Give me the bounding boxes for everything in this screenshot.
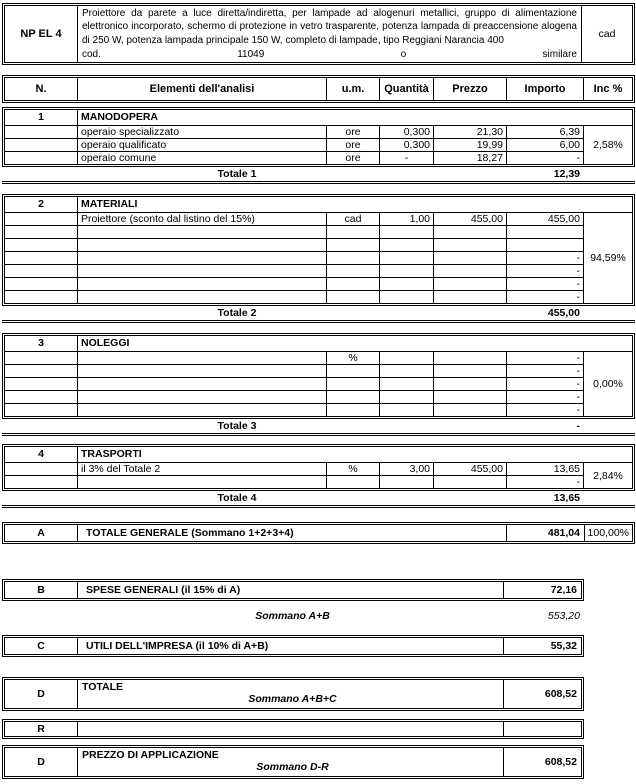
cell-prezzo [434,264,507,277]
row-utili-impresa [2,635,584,657]
cell-um: % [327,462,380,475]
total-value: 12,39 [553,168,580,180]
cell-importo: - [507,475,584,488]
code-conjunction: o [400,49,407,60]
row-sommano-ab [2,609,635,623]
cell-desc: operaio comune [78,151,327,164]
total-label: Totale 3 [217,420,257,432]
cell-qta [380,390,434,403]
item-code: NP EL 4 [5,6,78,62]
row-label-cell [78,748,504,776]
code-label: cod. [82,49,101,60]
total-label: Totale 4 [217,492,257,504]
row-label: UTILI DELL'IMPRESA (il 10% di A+B) [78,638,504,654]
cell-um [327,403,380,416]
row-label: SPESE GENERALI (il 15% di A) [78,582,504,598]
cell-qta: - [380,151,434,164]
cell-prezzo [434,364,507,377]
row-label: TOTALE GENERALE (Sommano 1+2+3+4) [78,525,507,541]
cell-prezzo [434,238,507,251]
section-title: MATERIALI [81,198,138,210]
cell-qta [380,225,434,238]
cell-qta: 0,300 [380,138,434,151]
cell-um: ore [327,151,380,164]
cell-qta: 1,00 [380,212,434,225]
section-inc-percent: 94,59% [584,212,632,303]
section-inc-percent: 2,84% [584,462,632,488]
col-n: N. [5,78,78,100]
col-amount: Importo [507,78,584,100]
total-value: 455,00 [547,307,580,319]
cell-desc [78,264,327,277]
cell-n [5,238,78,251]
row-ribasso [2,719,584,739]
row-totale [2,677,584,711]
cell-um: ore [327,125,380,138]
cell-importo: 6,00 [507,138,584,151]
section-trasporti [2,444,635,491]
cell-n [5,475,78,488]
cell-desc [78,403,327,416]
section-number: 2 [5,197,78,212]
sommano-label: Sommano A+B [255,610,330,622]
cell-desc [78,351,327,364]
cell-prezzo [434,351,507,364]
cell-qta [380,238,434,251]
cell-desc [78,251,327,264]
row-value: 608,52 [544,688,577,700]
cell-qta: 0,300 [380,125,434,138]
row-letter: R [5,722,78,736]
cell-importo [507,225,584,238]
cell-desc: operaio qualificato [78,138,327,151]
cell-importo [507,238,584,251]
spacer [584,306,635,320]
total-value: 13,65 [553,492,580,504]
row-label-cell [78,680,504,708]
cell-n [5,277,78,290]
cell-um [327,264,380,277]
cell-prezzo [434,403,507,416]
cell-prezzo: 455,00 [434,212,507,225]
total-label: Totale 2 [217,307,257,319]
total-row-3 [2,419,635,436]
section-number: 1 [5,110,78,125]
row-sublabel: Sommano D-R [256,761,329,773]
section-number: 3 [5,336,78,351]
cell-desc: il 3% del Totale 2 [78,462,327,475]
cell-importo: 455,00 [507,212,584,225]
cell-n [5,462,78,475]
row-letter: D [5,748,78,776]
item-description: Proiettore da parete a luce diretta/indiretta, per lampade ad alogenuri metallici, gruppo di alimentazione elettronico incorporato, schermo di protezione in vetro trasparente, potenza lampada di preaccensione alogena di 250 W, potenza lampada principale 150 W, completo di lampade, tipo Reggiani Narancia 400 [82,8,577,46]
col-elements: Elementi dell'analisi [78,78,327,100]
cell-um [327,390,380,403]
spacer [584,167,635,181]
section-noleggi [2,333,635,419]
cell-um [327,277,380,290]
cell-prezzo [434,377,507,390]
cell-importo: - [507,390,584,403]
cell-qta [380,377,434,390]
cell-n [5,390,78,403]
cell-importo: 6,39 [507,125,584,138]
spacer [584,609,635,623]
row-label [78,722,504,736]
cell-um [327,364,380,377]
cell-prezzo [434,390,507,403]
cell-desc [78,277,327,290]
item-description-cell [78,6,582,62]
cell-importo: - [507,351,584,364]
section-title: TRASPORTI [81,448,142,460]
row-sublabel: Sommano A+B+C [248,693,337,705]
cell-qta [380,251,434,264]
row-letter: B [5,582,78,598]
cell-n [5,377,78,390]
cell-qta [380,364,434,377]
col-price: Prezzo [434,78,507,100]
row-totale-generale [2,522,635,544]
total-row-4 [2,491,635,508]
cell-n [5,364,78,377]
row-spese-generali [2,579,584,601]
item-unit: cad [598,28,616,40]
cell-desc [78,364,327,377]
cell-um [327,290,380,303]
section-title: NOLEGGI [81,337,130,349]
row-letter: C [5,638,78,654]
cell-desc [78,390,327,403]
cell-prezzo: 21,30 [434,125,507,138]
row-label: TOTALE [82,681,124,693]
cell-desc: operaio specializzato [78,125,327,138]
spacer [584,419,635,433]
cell-n [5,251,78,264]
cell-n [5,290,78,303]
col-um: u.m. [327,78,380,100]
cell-importo: - [507,290,584,303]
cell-n [5,151,78,164]
code-number: 11049 [237,49,265,60]
row-value: 608,52 [544,756,577,768]
cell-um [327,225,380,238]
cell-n [5,138,78,151]
row-value [504,722,581,736]
cell-importo: - [507,364,584,377]
row-prezzo-applicazione [2,745,584,779]
cell-prezzo [434,251,507,264]
col-quantity: Quantità [380,78,434,100]
row-letter: D [5,680,78,708]
cell-qta [380,475,434,488]
cell-n [5,225,78,238]
col-inc: Inc % [593,83,623,95]
cell-desc: Proiettore (sconto dal listino del 15%) [78,212,327,225]
cell-n [5,403,78,416]
cell-desc [78,238,327,251]
row-value: 72,16 [550,584,577,596]
section-manodopera [2,107,635,167]
cell-n [5,125,78,138]
cell-qta [380,351,434,364]
cell-um [327,251,380,264]
row-inc-percent: 100,00% [584,525,632,541]
section-inc-percent: 0,00% [584,351,632,416]
spacer [2,609,78,623]
code-similar: similare [542,49,577,60]
row-value: 55,32 [550,640,577,652]
cell-um: cad [327,212,380,225]
sommano-value: 553,20 [547,610,580,622]
cell-prezzo [434,225,507,238]
spacer [584,491,635,505]
cell-prezzo [434,277,507,290]
cell-importo: - [507,264,584,277]
cell-prezzo: 18,27 [434,151,507,164]
cell-um: % [327,351,380,364]
total-label: Totale 1 [217,168,257,180]
row-value: 481,04 [547,527,580,539]
section-title: MANODOPERA [81,111,159,123]
total-row-1 [2,167,635,184]
cell-qta [380,277,434,290]
cell-importo: - [507,403,584,416]
item-header-block [2,3,635,65]
row-label: PREZZO DI APPLICAZIONE [82,749,219,761]
cell-n [5,351,78,364]
cell-importo: - [507,377,584,390]
cell-qta [380,290,434,303]
cell-importo: - [507,251,584,264]
cell-prezzo [434,475,507,488]
cell-desc [78,225,327,238]
cell-um [327,238,380,251]
cell-um [327,377,380,390]
cell-n [5,264,78,277]
cell-importo: - [507,151,584,164]
total-row-2 [2,306,635,323]
cell-prezzo: 455,00 [434,462,507,475]
section-materiali [2,194,635,306]
cell-qta: 3,00 [380,462,434,475]
cell-um: ore [327,138,380,151]
cell-importo: 13,65 [507,462,584,475]
cell-importo: - [507,277,584,290]
cell-desc [78,377,327,390]
cell-prezzo [434,290,507,303]
cell-prezzo: 19,99 [434,138,507,151]
cell-qta [380,403,434,416]
row-letter: A [5,525,78,541]
section-number: 4 [5,447,78,462]
cell-qta [380,264,434,277]
cell-um [327,475,380,488]
table-header-row [2,75,635,103]
total-value: - [576,420,580,432]
cell-n [5,212,78,225]
section-inc-percent: 2,58% [584,125,632,164]
cell-desc [78,290,327,303]
item-code-line [82,48,577,61]
cell-desc [78,475,327,488]
